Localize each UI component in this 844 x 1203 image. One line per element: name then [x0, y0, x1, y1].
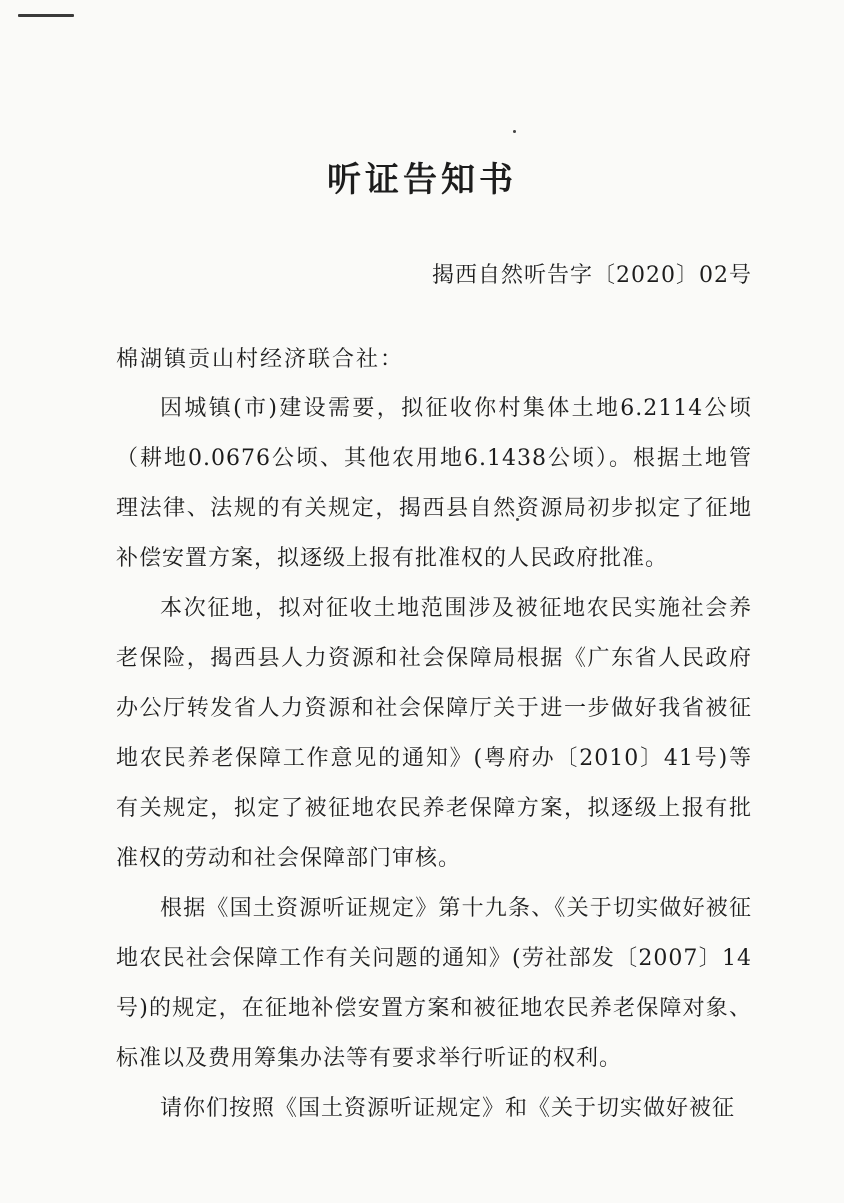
paragraph: 本次征地，拟对征收土地范围涉及被征地农民实施社会养老保险，揭西县人力资源和社会保障局根据《广东省人民政府办公厅转发省人力资源和社会保障厅关于进一步做好我省被征地农民养老保障工作意见的通知》(粤府办〔2010〕41号)等有关规定，拟定了被征地农民养老保障方案，拟逐级上报有批准权的劳动和社会保障部门审核。 — [116, 596, 752, 871]
document-title: 听证告知书 — [327, 160, 517, 200]
document-body — [116, 384, 752, 1134]
addressee: 棉湖镇贡山村经济联合社： — [116, 347, 405, 372]
scan-mark — [18, 14, 74, 17]
document-number: 揭西自然听告字〔2020〕02号 — [432, 263, 752, 288]
scan-dot — [513, 130, 516, 133]
paragraph: 因城镇(市)建设需要，拟征收你村集体土地6.2114公顷（耕地0.0676公顷、其他农用地6.1438公顷）。根据土地管理法律、法规的有关规定，揭西县自然资源局初步拟定了征地补偿安置方案，拟逐级上报有批准权的人民政府批准。 — [116, 396, 752, 571]
paragraph: 根据《国土资源听证规定》第十九条、《关于切实做好被征地农民社会保障工作有关问题的通知》(劳社部发〔2007〕14号)的规定，在征地补偿安置方案和被征地农民养老保障对象、标准以及费用筹集办法等有要求举行听证的权利。 — [116, 896, 752, 1071]
paragraph: 请你们按照《国土资源听证规定》和《关于切实做好被征 — [160, 1096, 736, 1121]
